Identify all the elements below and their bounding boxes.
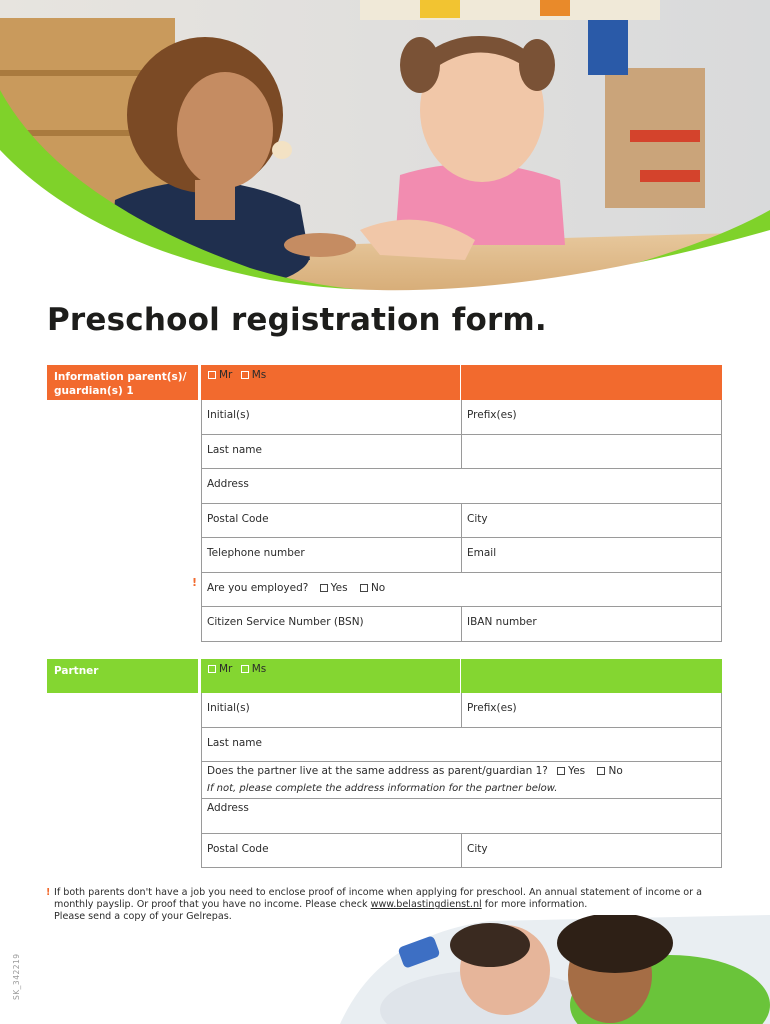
initials-label: Initial(s)	[207, 409, 250, 421]
employment-warning-mark: !	[192, 576, 198, 589]
employment-question: Are you employed?	[207, 581, 309, 594]
city-label: City	[467, 512, 488, 525]
mr-label: Mr	[219, 369, 233, 381]
partner-address-label: Address	[207, 802, 249, 814]
ms-checkbox[interactable]	[241, 371, 249, 379]
mr-checkbox[interactable]	[208, 371, 216, 379]
parent-guardian-fields	[201, 365, 722, 642]
partner-address-row	[201, 799, 722, 834]
same-address-no-checkbox[interactable]	[597, 767, 605, 775]
postal-code-label: Postal Code	[207, 512, 269, 525]
footnote-text-1: If both parents don't have a job you need to enclose proof of income when applying for preschool. An annual statement of income or a monthly payslip. Or proof that you have no income. Please check	[54, 887, 703, 911]
address-row	[201, 469, 722, 504]
bsn-field[interactable]	[202, 607, 462, 641]
partner-name-row	[201, 693, 722, 728]
page-title: Preschool registration form.	[47, 302, 547, 338]
partner-prefixes-field[interactable]	[462, 693, 721, 727]
partner-ms-checkbox[interactable]	[241, 665, 249, 673]
partner-postal-code-label: Postal Code	[207, 842, 269, 855]
postal-city-row	[201, 504, 722, 539]
partner-postal-code-field[interactable]	[202, 834, 462, 868]
partner-initials-field[interactable]	[202, 693, 462, 727]
employed-yes-checkbox[interactable]	[320, 584, 328, 592]
partner-city-field[interactable]	[462, 834, 721, 868]
telephone-field[interactable]	[202, 538, 462, 572]
name-row	[201, 400, 722, 435]
baby-photo-illustration	[340, 915, 770, 1024]
address-field[interactable]	[202, 469, 721, 503]
iban-label: IBAN number	[467, 616, 537, 628]
partner-mr-checkbox[interactable]	[208, 665, 216, 673]
last-name-row	[201, 435, 722, 470]
same-address-no-label: No	[608, 765, 623, 777]
city-field[interactable]	[462, 504, 721, 538]
partner-same-address-row	[201, 762, 722, 799]
partner-ms-label: Ms	[251, 663, 267, 675]
employment-row	[201, 573, 722, 608]
header-photo	[0, 0, 770, 292]
last-name-label: Last name	[207, 443, 262, 456]
employed-no-checkbox[interactable]	[360, 584, 368, 592]
footnote-text-2: for more information.	[481, 899, 588, 911]
same-address-note: If not, please complete the address information for the partner below.	[207, 783, 558, 794]
same-address-yes-checkbox[interactable]	[557, 767, 565, 775]
partner-mr-label: Mr	[219, 663, 233, 675]
ms-label: Ms	[251, 369, 267, 381]
email-label: Email	[467, 547, 497, 559]
contact-row	[201, 538, 722, 573]
same-address-question: Does the partner live at the same address as parent/guardian 1?	[207, 765, 548, 777]
initials-field[interactable]	[202, 400, 462, 434]
partner-salutation-row	[201, 659, 722, 693]
children-photo-illustration	[0, 0, 770, 292]
partner-city-label: City	[467, 842, 488, 855]
document-reference: SK_342219	[12, 953, 21, 1000]
telephone-label: Telephone number	[207, 547, 305, 559]
belastingdienst-link[interactable]: www.belastingdienst.nl	[370, 899, 482, 911]
partner-salutation-blank-cell	[461, 659, 720, 693]
partner-last-name-field[interactable]	[202, 728, 721, 762]
bottom-photo	[340, 915, 770, 1024]
partner-prefixes-label: Prefix(es)	[467, 702, 517, 714]
same-address-yes-label: Yes	[568, 765, 586, 777]
salutation-row	[201, 365, 722, 400]
bsn-iban-row	[201, 607, 722, 642]
employed-yes-label: Yes	[330, 581, 348, 594]
partner-address-field[interactable]	[202, 799, 721, 833]
footnote-text-3: Please send a copy of your Gelrepas.	[54, 911, 232, 923]
parent-guardian-section-label: Information parent(s)/ guardian(s) 1	[47, 365, 198, 400]
partner-initials-label: Initial(s)	[207, 702, 250, 714]
partner-postal-city-row	[201, 834, 722, 869]
partner-fields	[201, 659, 722, 868]
last-name-field[interactable]	[202, 435, 462, 469]
last-name-extra-cell[interactable]	[462, 435, 721, 469]
address-label: Address	[207, 478, 249, 490]
salutation-blank-cell	[461, 365, 720, 400]
email-field[interactable]	[462, 538, 721, 572]
employed-no-label: No	[370, 581, 386, 594]
partner-last-name-label: Last name	[207, 736, 262, 749]
iban-field[interactable]	[462, 607, 721, 641]
postal-code-field[interactable]	[202, 504, 462, 538]
partner-last-name-row	[201, 728, 722, 763]
prefixes-field[interactable]	[462, 400, 721, 434]
partner-section-label: Partner	[47, 659, 198, 693]
prefixes-label: Prefix(es)	[467, 409, 517, 421]
bsn-label: Citizen Service Number (BSN)	[207, 616, 364, 628]
footnote-warning-mark: !	[46, 887, 51, 898]
